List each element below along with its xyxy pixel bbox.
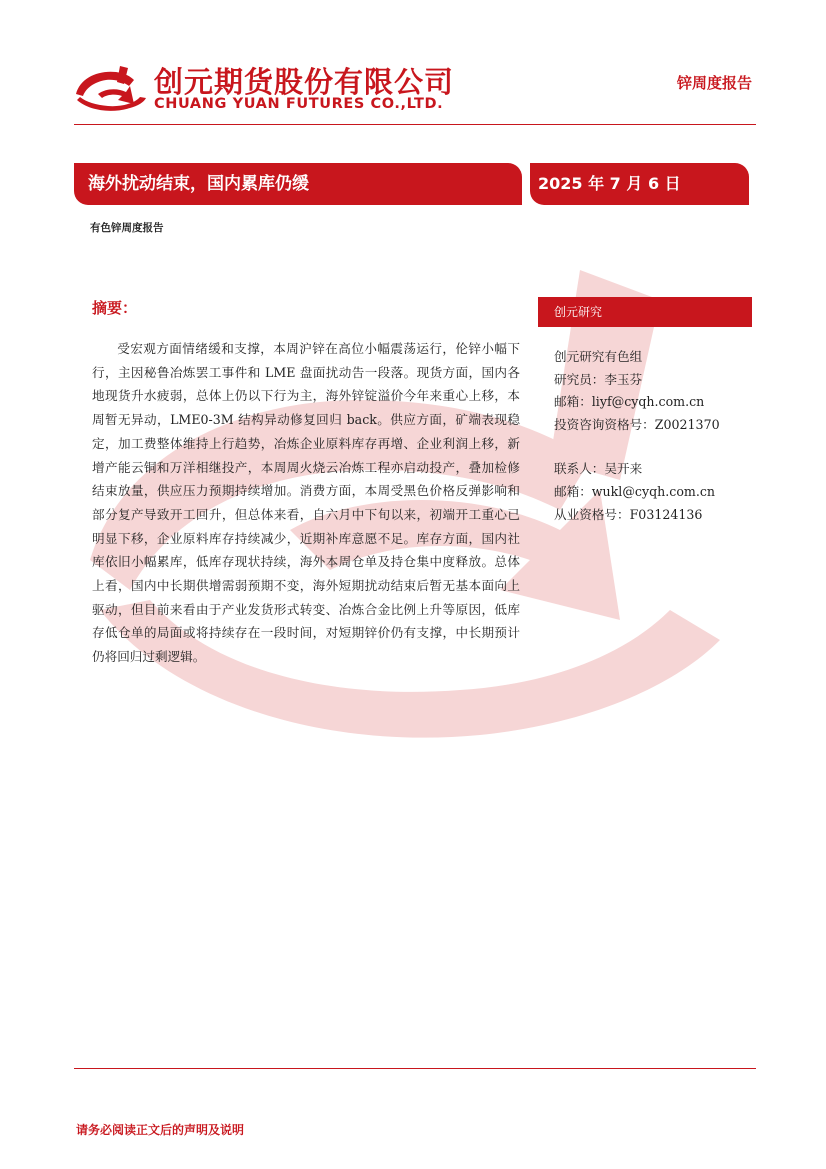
researcher-license: 投资咨询资格号：Z0021370 — [554, 416, 720, 432]
researcher-name: 研究员：李玉芬 — [554, 371, 643, 387]
footer-notice: 请务必阅读正文后的声明及说明 — [76, 1123, 245, 1137]
company-name-en: CHUANG YUAN FUTURES CO.,LTD. — [154, 96, 444, 112]
report-date: 2025 年 7 月 6 日 — [530, 163, 749, 205]
summary-body: 受宏观方面情绪缓和支撑，本周沪锌在高位小幅震荡运行，伦锌小幅下行，主因秘鲁冶炼罢工事件和 LME 盘面扰动告一段落。现货方面，国内各地现货升水疲弱，总体上仍以下行为主，海外锌锭溢价今年来重心上移，本周暂无异动，LME0-3M 结构异动修复回归 back。供应方面，矿端表现稳定，加工费整体维持上行趋势，冶炼企业原料库存再增、企业利润上移，新增产能云铜和万洋相继投产，本周周火烧云冶炼工程亦启动投产，叠加检修结束放量，供应压力预期持续增加。消费方面，本周受黑色价格反弹影响和部分复产导致开工回升，但总体来看，自六月中下旬以来，初端开工重心已明显下移，企业原料库存持续减少，近期补库意愿不足。库存方面，国内社库依旧小幅累库，低库存现状持续，海外本周仓单及持仓集中度释放。总体上看，国内中长期供增需弱预期不变，海外短期扰动结束后暂无基本面向上驱动，但目前来看由于产业发货形式转变、冶炼合金比例上升等原因，低库存低仓单的局面或将持续存在一段时间，对短期锌价仍有支撑，中长期预计仍将回归过剩逻辑。 — [92, 341, 520, 665]
contact-panel — [554, 346, 720, 526]
summary-heading: 摘要： — [92, 299, 138, 317]
spacer — [554, 436, 720, 458]
contact-name: 联系人：吴开来 — [554, 461, 643, 477]
researcher-email: 邮箱：liyf@cyqh.com.cn — [554, 394, 705, 410]
report-title: 海外扰动结束，国内累库仍缓 — [74, 163, 522, 205]
company-name-cn: 创元期货股份有限公司 — [154, 65, 455, 99]
report-type: 锌周度报告 — [676, 74, 752, 92]
report-subtype: 有色锌周度报告 — [90, 222, 164, 234]
contact-email: 邮箱：wukl@cyqh.com.cn — [554, 483, 716, 499]
header-divider — [74, 124, 756, 125]
chuangyuan-logo-icon — [74, 64, 148, 114]
footer-divider — [74, 1068, 756, 1069]
team-name: 创元研究有色组 — [554, 349, 643, 364]
contact-license: 从业资格号：F03124136 — [554, 506, 703, 522]
sidebar-header: 创元研究 — [538, 297, 752, 327]
